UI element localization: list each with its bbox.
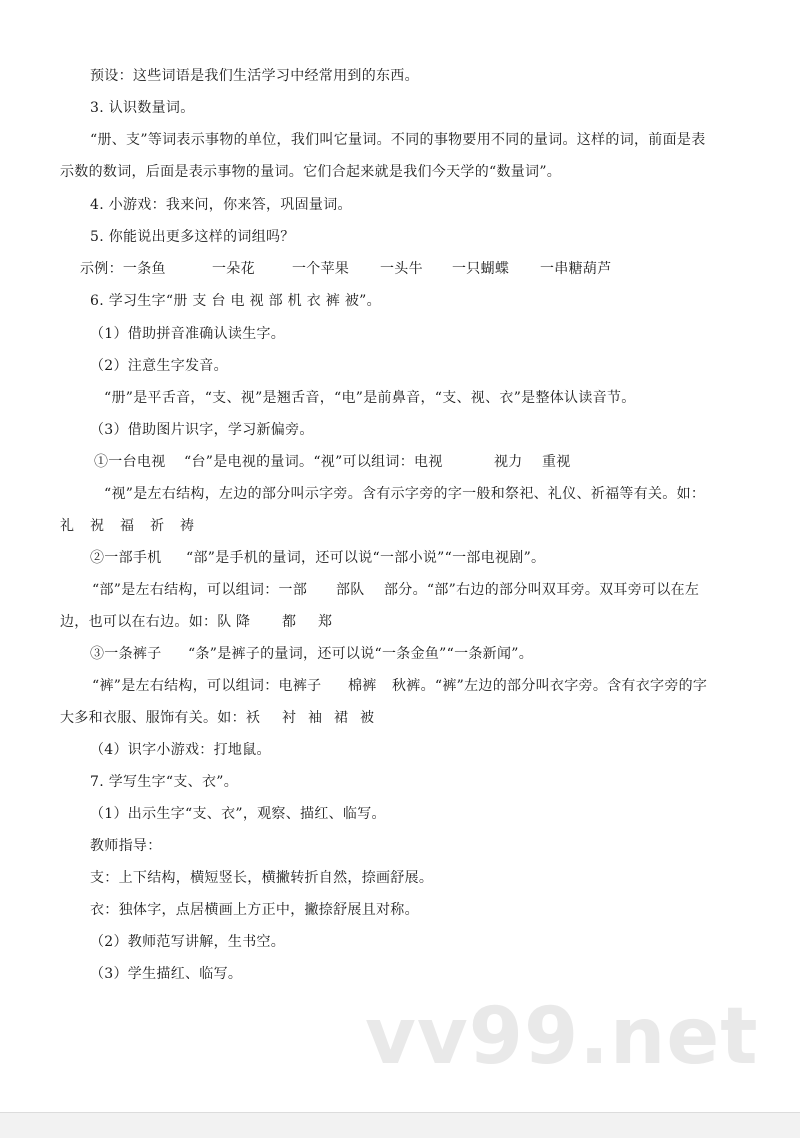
text-segment: 重视 xyxy=(542,454,571,470)
text-segment: 裙 xyxy=(334,710,349,726)
text-segment: 衬 xyxy=(282,710,297,726)
text-segment: 秋裤。“裤”左边的部分叫衣字旁。含有衣字旁的字 xyxy=(392,678,708,694)
text-segment: 郑 xyxy=(318,614,333,630)
text-line xyxy=(90,644,533,664)
text-segment: ①一台电视 xyxy=(94,454,166,470)
text-segment: 部队 xyxy=(336,582,365,598)
text-segment: 祷 xyxy=(180,518,195,534)
text-segment: 棉裤 xyxy=(348,678,377,694)
text-line: 衣：独体字，点居横画上方正中，撇捺舒展且对称。 xyxy=(90,902,419,918)
section-heading: 5. 你能说出更多这样的词组吗？ xyxy=(90,229,295,245)
text-segment: 祈 xyxy=(150,518,165,534)
text-line xyxy=(60,516,194,536)
text-segment: “裤”是左右结构，可以组词：电裤子 xyxy=(92,678,322,694)
section-heading: 7. 学写生字“支、衣”。 xyxy=(90,774,239,790)
text-line xyxy=(60,708,374,728)
text-segment: 都 xyxy=(282,614,297,630)
text-line: 预设：这些词语是我们生活学习中经常用到的东西。 xyxy=(90,68,419,84)
text-line: 教师指导： xyxy=(90,838,162,854)
section-heading: 4. 小游戏：我来问，你来答，巩固量词。 xyxy=(90,197,352,213)
text-line: 示数的数词，后面是表示事物的量词。它们合起来就是我们今天学的“数量词”。 xyxy=(60,164,562,180)
page-bottom-bar xyxy=(0,1112,800,1138)
text-segment: 降 xyxy=(236,614,251,630)
text-segment: 福 xyxy=(120,518,135,534)
text-segment: 部分。“部”右边的部分叫双耳旁。双耳旁可以在左 xyxy=(384,582,700,598)
example-item: 一只蝴蝶 xyxy=(452,261,510,277)
text-line: （2）教师范写讲解，生书空。 xyxy=(90,934,286,950)
text-line: （1）出示生字“支、衣”，观察、描红、临写。 xyxy=(90,806,386,822)
text-segment: 视力 xyxy=(494,454,523,470)
example-item: 一头牛 xyxy=(380,261,423,277)
section-heading: 6. 学习生字“册 支 台 电 视 部 机 衣 裤 被”。 xyxy=(90,293,381,309)
text-segment: 大多和衣服、服饰有关。如：袄 xyxy=(60,710,261,726)
text-line: （1）借助拼音准确认读生字。 xyxy=(90,326,286,342)
text-segment: 礼 xyxy=(60,518,75,534)
text-segment: “台”是电视的量词。“视”可以组词：电视 xyxy=(184,454,443,470)
example-row xyxy=(80,259,612,279)
text-segment: “条”是裤子的量词，还可以说“一条金鱼”“一条新闻”。 xyxy=(188,646,534,662)
text-line: “视”是左右结构，左边的部分叫示字旁。含有示字旁的字一般和祭祀、礼仪、祈福等有关。如： xyxy=(104,486,706,502)
text-line: （4）识字小游戏：打地鼠。 xyxy=(90,742,271,758)
text-segment: 被 xyxy=(360,710,375,726)
example-item: 示例：一条鱼 xyxy=(80,261,166,277)
text-line: （3）借助图片识字，学习新偏旁。 xyxy=(90,422,314,438)
example-item: 一朵花 xyxy=(212,261,255,277)
text-line xyxy=(90,548,545,568)
text-segment: “部”是左右结构，可以组词：一部 xyxy=(92,582,308,598)
text-line: （3）学生描红、临写。 xyxy=(90,966,243,982)
text-line: 支：上下结构，横短竖长，横撇转折自然，捺画舒展。 xyxy=(90,870,434,886)
text-line: “册”是平舌音，“支、视”是翘舌音，“电”是前鼻音，“支、视、衣”是整体认读音节。 xyxy=(104,390,636,406)
text-segment: 袖 xyxy=(308,710,323,726)
text-line: （2）注意生字发音。 xyxy=(90,358,228,374)
example-item: 一串糖葫芦 xyxy=(540,261,612,277)
example-item: 一个苹果 xyxy=(292,261,350,277)
text-segment: 边，也可以在右边。如：队 xyxy=(60,614,232,630)
text-segment: 祝 xyxy=(90,518,105,534)
text-segment: ②一部手机 xyxy=(90,550,162,566)
text-line: “册、支”等词表示事物的单位，我们叫它量词。不同的事物要用不同的量词。这样的词，前面是表 xyxy=(90,132,706,148)
section-heading: 3. 认识数量词。 xyxy=(90,100,195,116)
text-line xyxy=(92,580,699,600)
watermark: vv99.net xyxy=(365,992,759,1082)
text-segment: “部”是手机的量词，还可以说“一部小说”“一部电视剧”。 xyxy=(186,550,546,566)
text-line xyxy=(60,612,332,632)
text-line xyxy=(94,452,571,472)
text-segment: ③一条裤子 xyxy=(90,646,162,662)
text-line xyxy=(92,676,707,696)
